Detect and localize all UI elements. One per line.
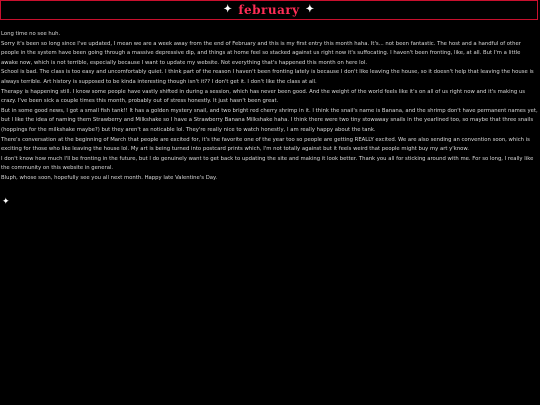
entry-paragraph: Long time no see huh. <box>1 31 61 37</box>
page-header <box>0 0 538 20</box>
sparkle-icon: ✦ <box>305 4 315 15</box>
entry-paragraph: There's conversation at the beginning of March that people are excited for, it's the favorite one of the year too so people are getting REALLY excited. We are also sending an convention soon, which is exciting for those who like leaving the house lol. My art is being turned into postcard prints which, I'm not totally against but it feels weird that people might buy my art y'know. <box>1 136 530 153</box>
entry-paragraph: School is bad. The class is too easy and uncomfortably quiet. I think part of the reason I haven't been fronting lately is because I don't like leaving the house, so it doesn't help that leaving the house is always terrible. Art history is supposed to be kinda interesting though isn't it?? I don't get it. I don't like the class at all. <box>1 69 534 85</box>
entry-paragraph: I don't know how much I'll be fronting in the future, but I do genuinely want to get back to updating the site and making it look better. Thank you all for sticking around with me. For so long, I really like the community on this website in general. <box>1 155 534 172</box>
journal-entry <box>1 30 538 184</box>
sparkle-icon: ✦ <box>2 197 10 207</box>
entry-paragraph: Therapy is happening still. I know some people have vastly shifted in during a session, which has never been good. And the weight of the world feels like it's on all of us right now and it's making us crazy. I've been sick a couple times this month, probably out of stress honestly. It just hasn't been great. <box>1 88 526 105</box>
sparkle-icon: ✦ <box>223 4 233 15</box>
entry-paragraph: Bluph, whose soon, hopefully see you all next month. Happy late Valentine's Day. <box>1 174 218 181</box>
entry-paragraph: But in some good news, I got a small fish tank!! It has a golden mystery snail, and two bright red cherry shrimp in it. I think the snail's name is Banana, and the shrimp don't have permanent names yet, but I like the idea of naming them Strawberry and Milkshake so I have a Strawberry Banana Milkshake haha. I think there were two tiny stowaway snails in the yearlined too, so maybe that three snails (hoppings for the milkshake maybe?) but they aren't as noticable lol. They're really nice to watch honestly, I am really happy about the tank. <box>1 107 538 133</box>
entry-paragraph: Sorry it's been so long since I've updated, I mean we are a week away from the end of February and this is my first entry this month haha. It's... not been fantastic. The host and a handful of other people in the system have been going through a massive depressive dip, and things at home feel so stacked against us right now it's suffocating. I haven't been fronting, like, at all. But I'm a little awake now, which is not terrible, especially because I want to update my website. Not everything that's happened this month on here lol. <box>1 40 521 66</box>
header-title-group <box>223 3 314 17</box>
page-title: february <box>238 3 300 17</box>
